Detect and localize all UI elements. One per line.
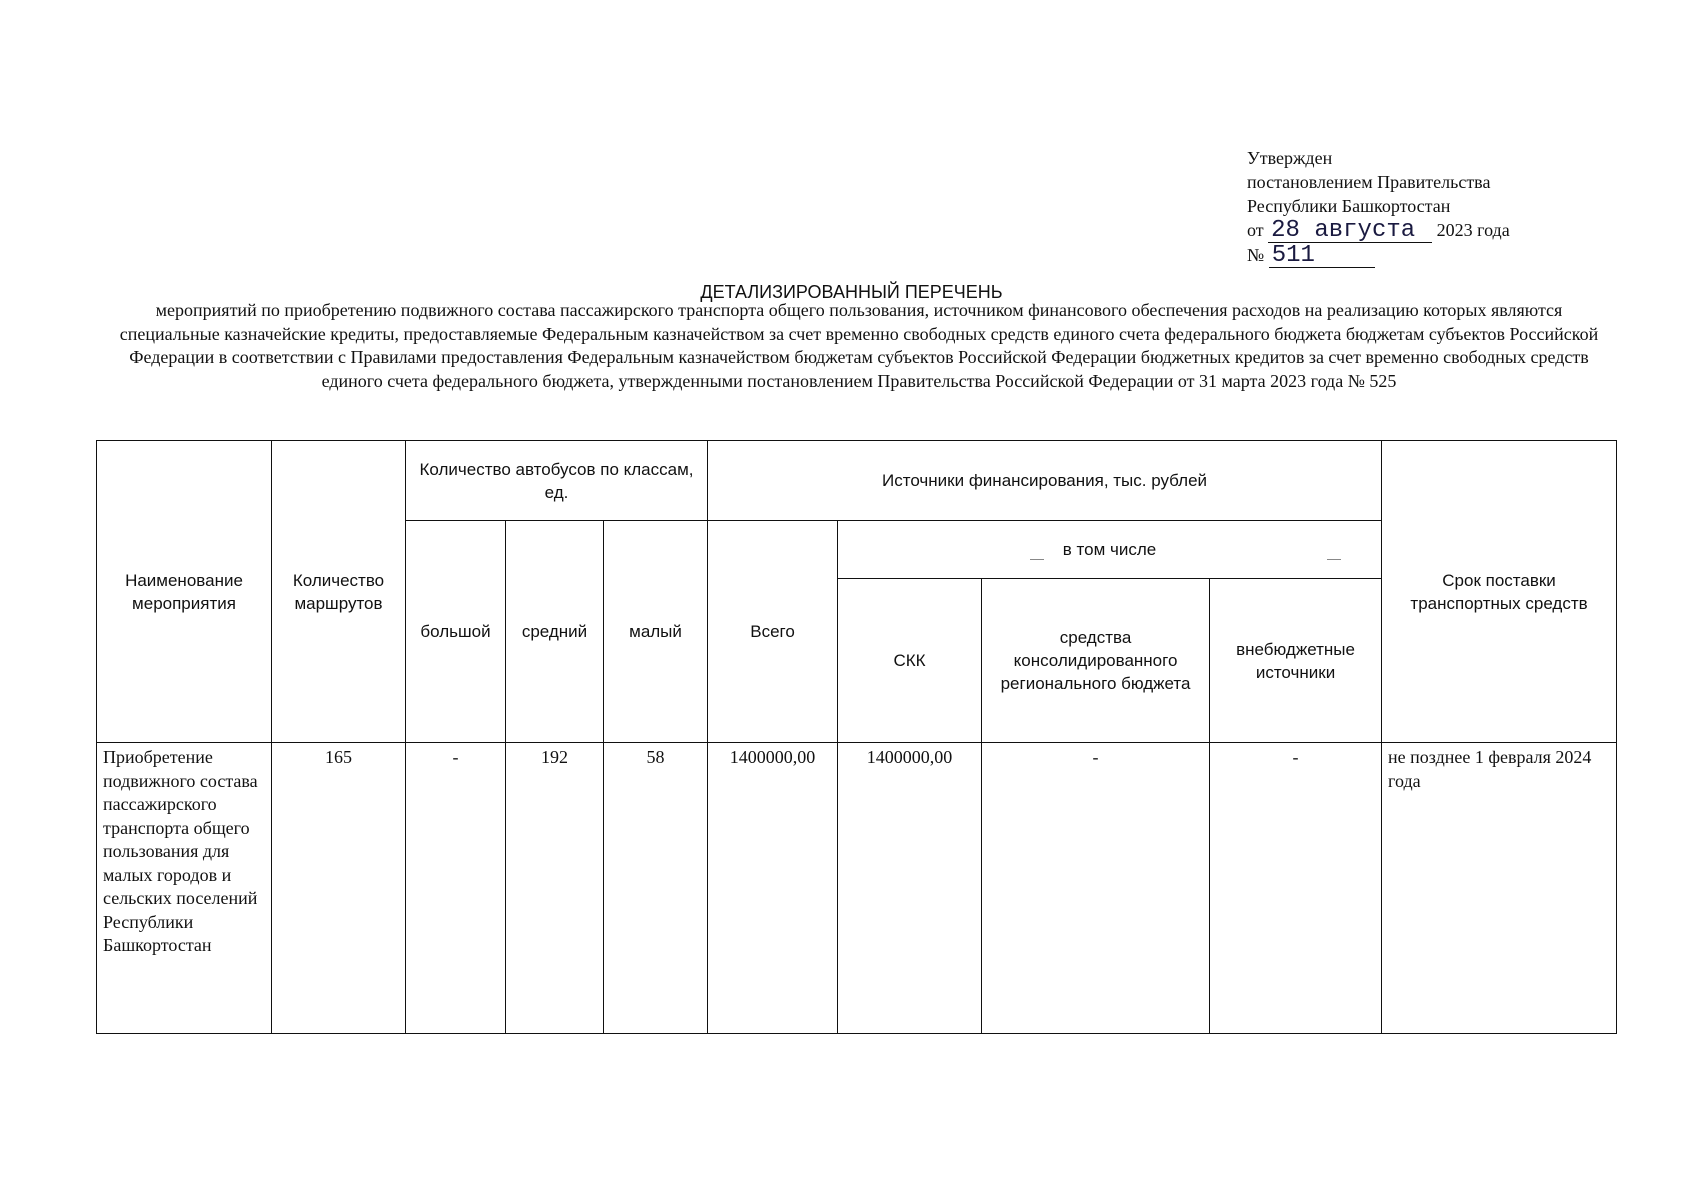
approval-date-line [1247, 218, 1510, 243]
scan-mark [1327, 559, 1341, 560]
header-including-label: в том числе [1062, 540, 1157, 559]
table-row [97, 743, 1617, 1034]
handwritten-date: 28 августа [1268, 220, 1432, 243]
cell-extrabudgetary: - [1210, 743, 1382, 1034]
cell-consolidated-budget: - [982, 743, 1210, 1034]
cell-routes: 165 [272, 743, 406, 1034]
cell-skk: 1400000,00 [838, 743, 982, 1034]
cell-name: Приобретение подвижного состава пассажирского транспорта общего пользования для малых городов и сельских поселений Республики Башкортостан [97, 743, 272, 1034]
cell-medium: 192 [506, 743, 604, 1034]
date-suffix: 2023 года [1436, 220, 1510, 240]
document-title: ДЕТАЛИЗИРОВАННЫЙ ПЕРЕЧЕНЬ [700, 282, 1003, 302]
header-consolidated-budget: средства консолидированного регионального бюджета [982, 579, 1210, 743]
header-medium: средний [506, 521, 604, 743]
header-large: большой [406, 521, 506, 743]
approval-title: Утвержден [1247, 148, 1333, 168]
cell-large: - [406, 743, 506, 1034]
header-extrabudgetary: внебюджетные источники [1210, 579, 1382, 743]
header-funding-sources: Источники финансирования, тыс. рублей [708, 441, 1382, 521]
cell-delivery: не позднее 1 февраля 2024 года [1382, 743, 1617, 1034]
header-buses-by-class: Количество автобусов по классам, ед. [406, 441, 708, 521]
date-prefix: от [1247, 220, 1264, 240]
header-routes: Количество маршрутов [272, 441, 406, 743]
number-prefix: № [1247, 245, 1265, 265]
document-subtitle: мероприятий по приобретению подвижного состава пассажирского транспорта общего пользования, источником финансового обеспечения расходов на реализацию которых являются специальные казначейские кредиты, предоставляемые Федеральным казначейством за счет временно свободных средств единого счета федерального бюджета бюджетам субъектов Российской Федерации в соответствии с Правилами предоставления Федеральным казначейством бюджетам субъектов Российской Федерации бюджетных кредитов за счет временно свободных средств единого счета федерального бюджета, утвержденными постановлением Правительства Российской Федерации от 31 марта 2023 года № 525 [119, 300, 1599, 391]
approval-block [1247, 146, 1510, 268]
cell-small: 58 [604, 743, 708, 1034]
approval-line: постановлением Правительства [1247, 172, 1491, 192]
measures-table [96, 440, 1617, 1034]
header-small: малый [604, 521, 708, 743]
header-name: Наименование мероприятия [97, 441, 272, 743]
approval-line: Республики Башкортостан [1247, 196, 1451, 216]
scan-mark [1030, 559, 1044, 560]
handwritten-number: 511 [1269, 245, 1375, 268]
header-skk: СКК [838, 579, 982, 743]
approval-number-line [1247, 243, 1510, 268]
cell-total: 1400000,00 [708, 743, 838, 1034]
header-including [838, 521, 1382, 579]
header-total: Всего [708, 521, 838, 743]
header-delivery: Срок поставки транспортных средств [1382, 441, 1617, 743]
